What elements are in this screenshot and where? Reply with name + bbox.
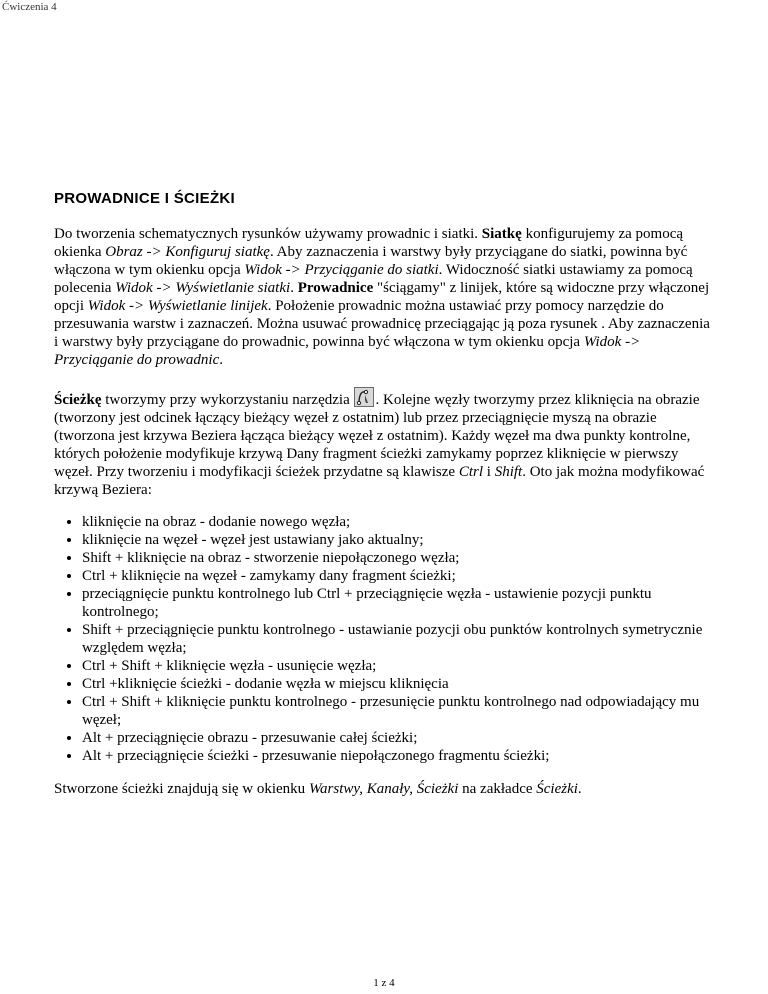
menu-path-show-grid: Widok -> Wyświetlanie siatki <box>115 280 291 296</box>
text: . Oto jak można modyfikować krzywą Beziera: <box>54 464 705 498</box>
list-item: • przeciągnięcie punktu kontrolnego lub Ctrl + przeciągnięcie węzła - ustawienie pozycji punktu kontrolnego; <box>82 585 714 621</box>
document-header-title: Ćwiczenia 4 <box>2 1 57 13</box>
list-item: • kliknięcie na węzeł - węzeł jest ustawiany jako aktualny; <box>82 531 714 549</box>
text: . <box>577 781 582 797</box>
text: . Aby zaznaczenia i warstwy były przyciągane do siatki, powinna być włączona w tym okienku opcja <box>54 244 688 278</box>
bezier-actions-list <box>54 513 714 765</box>
window-name: Warstwy, Kanały, Ścieżki <box>308 781 459 797</box>
section-heading: PROWADNICE I ŚCIEŻKI <box>54 190 236 207</box>
list-item: • Alt + przeciągnięcie obrazu - przesuwanie całej ścieżki; <box>82 729 714 747</box>
term-guides: Prowadnice <box>297 280 374 296</box>
text: . Położenie prowadnic można ustawiać przy pomocy narzędzie do przesuwania warstw i zaznaczeń. Można usuwać prowadnicę przeciągając ją poza rysunek . Aby zaznaczenia i warstwy były przyciągane do prowadnic, powinna być włączona w tym okienku opcja <box>54 298 710 350</box>
paragraph-guides-grid <box>54 225 714 369</box>
text: Stworzone ścieżki znajdują się w okienku <box>54 781 309 797</box>
paragraph-paths-location <box>54 780 714 798</box>
page-number: 1 z 4 <box>373 977 395 989</box>
text: "ściągamy" z linijek, które są widoczne przy włączonej opcji <box>54 280 710 314</box>
text: konfigurujemy za pomocą okienka <box>54 226 684 260</box>
text: tworzymy przy wykorzystaniu narzędzia <box>101 392 354 408</box>
list-item: • Ctrl +kliknięcie ścieżki - dodanie węzła w miejscu kliknięcia <box>82 675 714 693</box>
text: . <box>219 352 224 368</box>
list-item: • Ctrl + Shift + kliknięcie punktu kontrolnego - przesunięcie punktu kontrolnego nad odpowiadający mu węzeł; <box>82 693 714 729</box>
list-item: • Shift + kliknięcie na obraz - stworzenie niepołączonego węzła; <box>82 549 714 567</box>
menu-path-configure-grid: Obraz -> Konfiguruj siatkę <box>105 244 270 260</box>
list-item: • Ctrl + Shift + kliknięcie węzła - usunięcie węzła; <box>82 657 714 675</box>
text: . <box>290 280 298 296</box>
text: i <box>483 464 495 480</box>
text: na zakładce <box>458 781 537 797</box>
term-grid: Siatkę <box>481 226 522 242</box>
key-ctrl: Ctrl <box>458 464 484 480</box>
text: Do tworzenia schematycznych rysunków używamy prowadnic i siatki. <box>54 226 482 242</box>
key-shift: Shift <box>494 464 523 480</box>
tab-name: Ścieżki <box>536 781 578 797</box>
menu-path-snap-to-grid: Widok -> Przyciąganie do siatki <box>244 262 439 278</box>
list-item: • kliknięcie na obraz - dodanie nowego węzła; <box>82 513 714 531</box>
list-item: • Alt + przeciągnięcie ścieżki - przesuwanie niepołączonego fragmentu ścieżki; <box>82 747 714 765</box>
paragraph-paths <box>54 387 714 499</box>
text: . Kolejne węzły tworzymy przez kliknięcia na obrazie (tworzony jest odcinek łączący bieżący węzeł z ostatnim) lub przez przeciągnięcie myszą na obrazie (tworzona jest krzywa Beziera łącząca bieżący węzeł z ostatnim). Każdy węzeł ma dwa punkty kontrolne, których położenie modyfikuje krzywą Dany fragment ścieżki zamykamy poprzez kliknięcie w pierwszy węzeł. Przy tworzeniu i modyfikacji ścieżek przydatne są klawisze <box>54 392 700 480</box>
text: . Widoczność siatki ustawiamy za pomocą polecenia <box>54 262 693 296</box>
path-tool-icon <box>354 387 374 407</box>
document-body <box>54 190 714 816</box>
term-path: Ścieżkę <box>54 392 102 408</box>
menu-path-show-rulers: Widok -> Wyświetlanie linijek <box>87 298 268 314</box>
list-item: • Shift + przeciągnięcie punktu kontrolnego - ustawianie pozycji obu punktów kontrolnych symetrycznie względem węzła; <box>82 621 714 657</box>
menu-path-snap-to-guides: Widok -> Przyciąganie do prowadnic <box>54 334 641 368</box>
list-item: • Ctrl + kliknięcie na węzeł - zamykamy dany fragment ścieżki; <box>82 567 714 585</box>
